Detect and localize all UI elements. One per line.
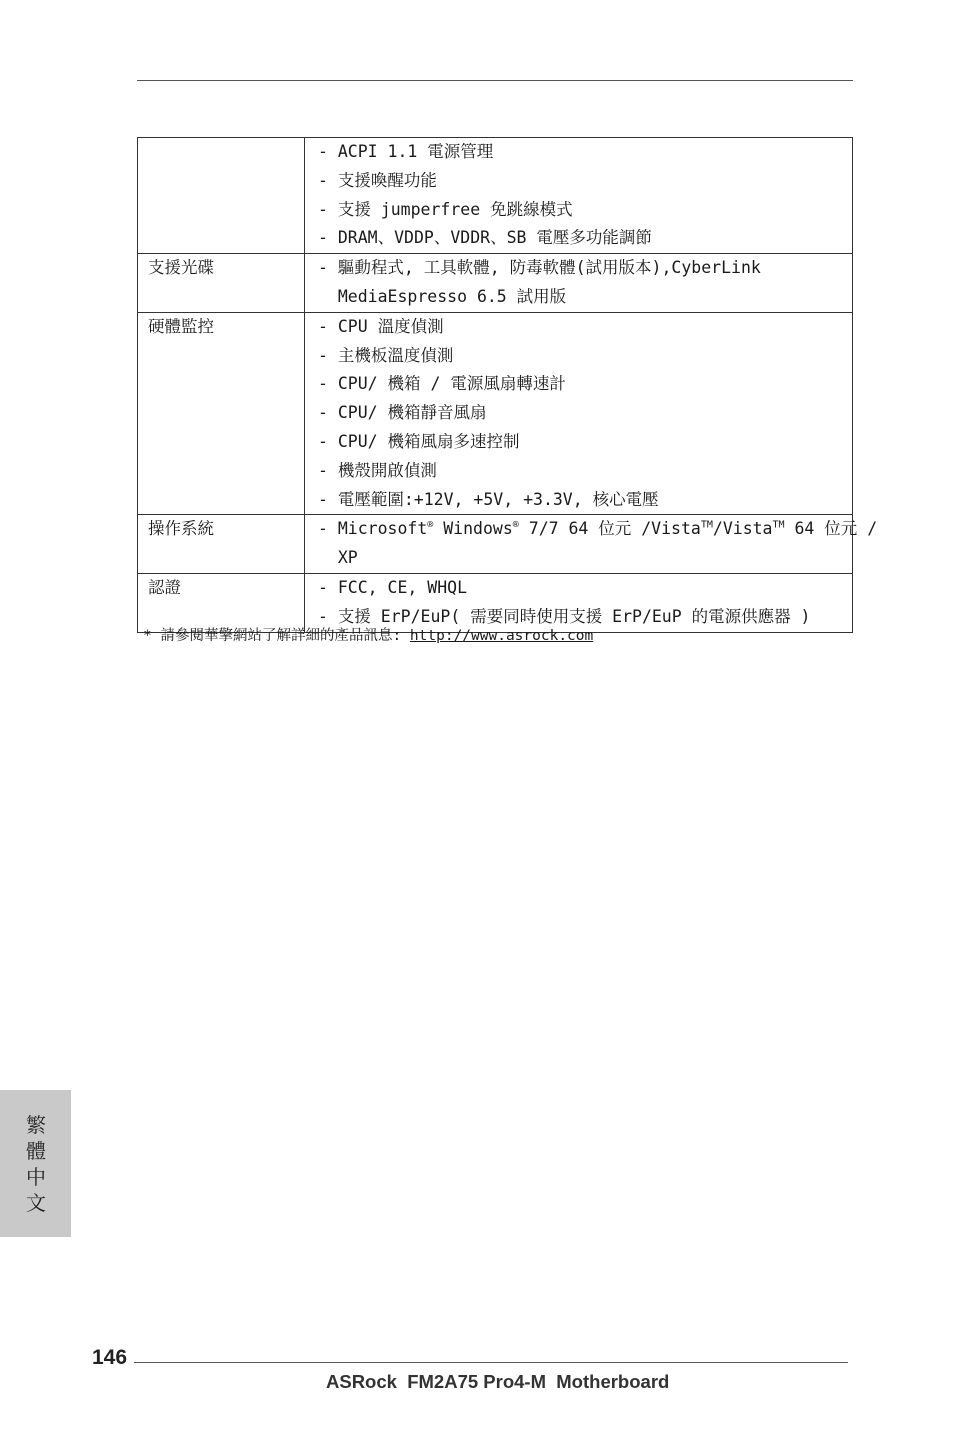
row-values bbox=[305, 312, 853, 515]
table-row bbox=[138, 138, 853, 254]
os-text: Windows bbox=[433, 519, 513, 539]
list-item: - FCC, CE, WHQL bbox=[318, 577, 468, 597]
footnote bbox=[143, 624, 593, 648]
row-values bbox=[305, 254, 853, 313]
row-values bbox=[305, 515, 878, 574]
list-item bbox=[318, 515, 878, 544]
top-rule bbox=[137, 80, 853, 81]
list-item: - 支援 ErP/EuP( 需要同時使用支援 ErP/EuP 的電源供應器 ) bbox=[318, 606, 811, 626]
list-item: XP bbox=[318, 548, 358, 568]
table-row bbox=[138, 254, 853, 313]
table-row bbox=[138, 312, 853, 515]
page-number: 146 bbox=[92, 1346, 128, 1369]
language-side-tab bbox=[0, 1090, 71, 1237]
registered-mark: ® bbox=[427, 519, 434, 531]
list-item: MediaEspresso 6.5 試用版 bbox=[318, 286, 567, 306]
os-text: /Vista bbox=[712, 519, 773, 539]
row-label: 操作系統 bbox=[148, 519, 214, 539]
row-label bbox=[138, 138, 305, 254]
trademark-mark: TM bbox=[772, 519, 785, 531]
list-item: - CPU/ 機箱 / 電源風扇轉速計 bbox=[318, 374, 566, 394]
language-label: 繁體中文 bbox=[26, 1113, 46, 1215]
table-row bbox=[138, 515, 853, 574]
list-item: - ACPI 1.1 電源管理 bbox=[318, 142, 494, 161]
list-item: - CPU 溫度偵測 bbox=[318, 316, 444, 336]
list-item: - CPU/ 機箱靜音風扇 bbox=[318, 403, 487, 423]
footer-title: ASRock FM2A75 Pro4-M Motherboard bbox=[326, 1371, 670, 1392]
list-item: - 支援 jumperfree 免跳線模式 bbox=[318, 199, 573, 219]
row-label: 支援光碟 bbox=[148, 258, 214, 278]
list-item: - 驅動程式, 工具軟體, 防毒軟體(試用版本),CyberLink bbox=[318, 258, 761, 278]
row-label: 硬體監控 bbox=[148, 316, 214, 336]
asrock-website-link[interactable]: http://www.asrock.com bbox=[409, 628, 594, 644]
list-item: - 電壓範圍:+12V, +5V, +3.3V, 核心電壓 bbox=[318, 489, 659, 509]
list-item: - CPU/ 機箱風扇多速控制 bbox=[318, 431, 520, 451]
row-values bbox=[305, 138, 853, 254]
list-item: - DRAM、VDDP、VDDR、SB 電壓多功能調節 bbox=[318, 228, 652, 248]
bottom-rule bbox=[134, 1362, 848, 1363]
spec-table bbox=[137, 137, 878, 633]
footnote-text: * 請參閱華擎網站了解詳細的產品訊息: bbox=[143, 628, 410, 644]
list-item: - 支援喚醒功能 bbox=[318, 170, 437, 190]
os-text: 7/7 64 位元 /Vista bbox=[518, 519, 701, 539]
list-item: - 主機板溫度偵測 bbox=[318, 345, 454, 365]
os-text: - Microsoft bbox=[318, 519, 428, 539]
os-text: 64 位元 / bbox=[784, 519, 878, 539]
registered-mark: ® bbox=[512, 519, 519, 531]
row-label: 認證 bbox=[148, 577, 181, 597]
trademark-mark: TM bbox=[700, 519, 713, 531]
list-item: - 機殼開啟偵測 bbox=[318, 460, 437, 480]
